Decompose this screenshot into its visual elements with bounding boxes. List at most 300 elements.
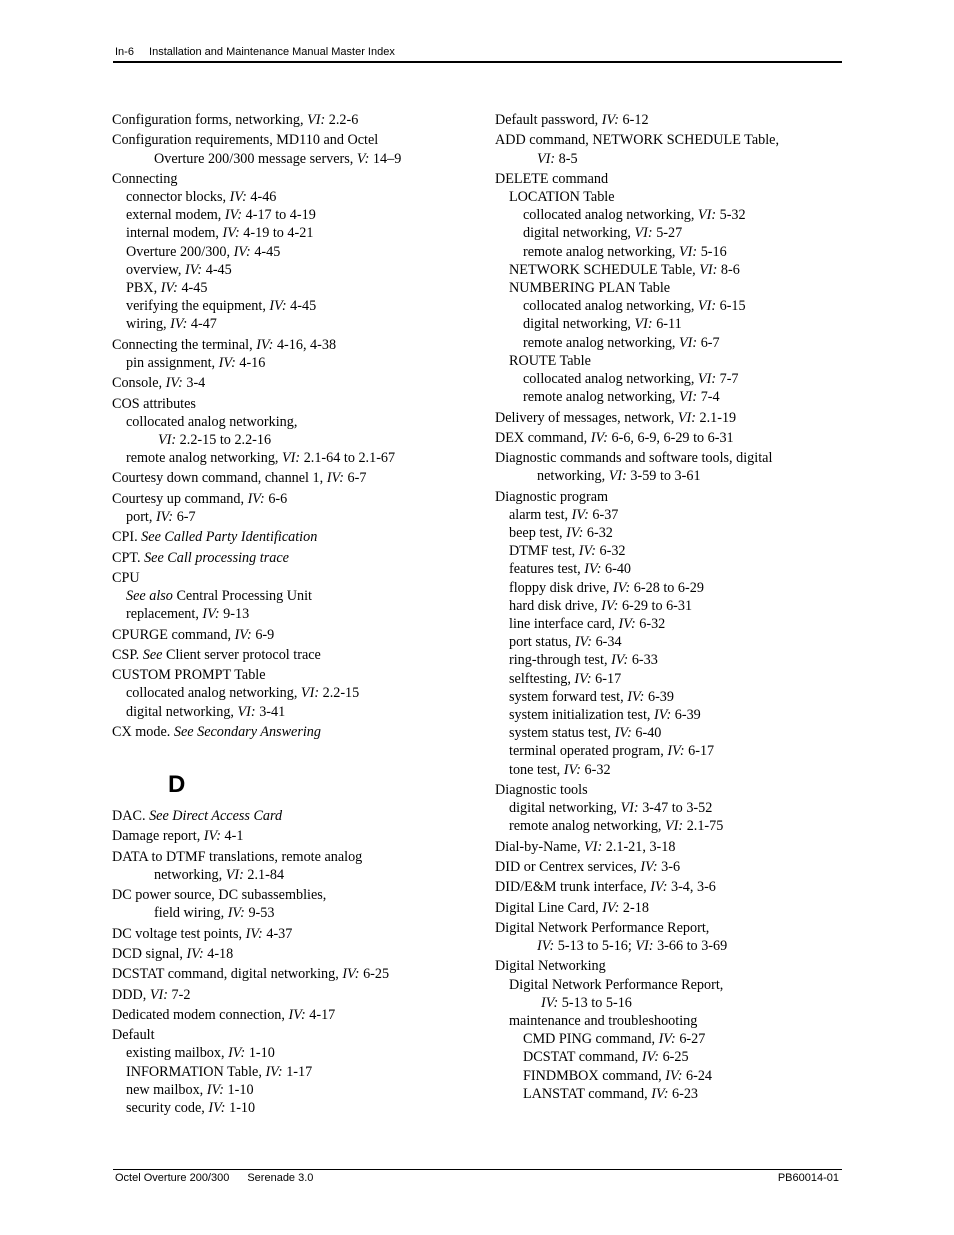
page-ref: 6-17 bbox=[684, 743, 715, 760]
entry-term: maintenance and troubleshooting bbox=[509, 1012, 698, 1029]
page-ref: 5-27 bbox=[652, 225, 683, 242]
volume-ref: VI: bbox=[697, 371, 717, 388]
volume-ref: VI: bbox=[608, 468, 627, 485]
index-entry bbox=[112, 395, 487, 413]
index-entry bbox=[112, 807, 487, 825]
entry-term: DCSTAT command, digital networking, bbox=[112, 966, 343, 983]
entry-term: Diagnostic program bbox=[495, 488, 609, 505]
index-entry bbox=[112, 666, 487, 684]
page-ref: 6-6, 6-9, 6-29 to 6-31 bbox=[607, 429, 734, 446]
entry-term: Digital Line Card, bbox=[495, 899, 603, 916]
page-footer bbox=[115, 1172, 839, 1184]
entry-term: Dial-by-Name, bbox=[495, 838, 585, 855]
entry-term: remote analog networking, bbox=[523, 389, 680, 406]
volume-ref: IV: bbox=[574, 634, 593, 651]
index-entry bbox=[495, 1085, 845, 1103]
page-ref: 6-28 to 6-29 bbox=[630, 579, 704, 596]
entry-term: Configuration forms, networking, bbox=[112, 112, 308, 128]
volume-ref: IV: bbox=[233, 243, 251, 260]
page-ref: 4-37 bbox=[262, 925, 293, 942]
volume-ref: IV: bbox=[665, 1067, 683, 1084]
index-entry bbox=[112, 587, 487, 605]
page-ref: 7-4 bbox=[697, 389, 720, 406]
index-entry bbox=[495, 742, 845, 760]
volume-ref: IV: bbox=[170, 316, 188, 333]
entry-term: Overture 200/300, bbox=[126, 243, 234, 260]
page-ref: 4-47 bbox=[187, 316, 217, 333]
entry-term: internal modem, bbox=[126, 225, 223, 242]
entry-term: port, bbox=[126, 508, 156, 525]
entry-term: CSP. bbox=[112, 646, 143, 663]
entry-term: DID/E&M trunk interface, bbox=[495, 879, 651, 896]
index-entry bbox=[112, 206, 487, 224]
index-entry-continuation bbox=[495, 937, 845, 955]
index-entry bbox=[495, 506, 845, 524]
index-entry bbox=[112, 469, 487, 487]
page-ref: 6-34 bbox=[592, 634, 622, 651]
volume-ref: VI: bbox=[158, 431, 177, 448]
volume-ref: IV: bbox=[288, 1006, 306, 1023]
entry-term: system forward test, bbox=[509, 688, 628, 705]
entry-term: collocated analog networking, bbox=[126, 685, 301, 702]
entry-term: Overture 200/300 message servers, bbox=[154, 150, 357, 167]
volume-ref: IV: bbox=[184, 261, 203, 278]
volume-ref: IV: bbox=[269, 298, 287, 315]
entry-term: pin assignment, bbox=[126, 354, 219, 371]
entry-term: Courtesy up command, bbox=[112, 490, 248, 507]
index-entry bbox=[112, 965, 487, 983]
index-entry bbox=[495, 878, 845, 896]
volume-ref: VI: bbox=[584, 838, 603, 855]
index-column-left bbox=[112, 111, 487, 1117]
entry-term: LANSTAT command, bbox=[523, 1085, 652, 1102]
entry-term: Diagnostic tools bbox=[495, 781, 588, 798]
entry-term: Configuration requirements, MD110 and Octel bbox=[112, 132, 379, 149]
entry-term: tone test, bbox=[509, 761, 564, 778]
page-ref: 3-41 bbox=[255, 703, 286, 720]
page-ref: 8-5 bbox=[555, 150, 578, 167]
volume-ref: IV: bbox=[618, 616, 636, 633]
volume-ref: See Direct Access Card bbox=[149, 808, 283, 825]
index-entry-continuation bbox=[112, 431, 487, 449]
index-entry bbox=[495, 449, 845, 467]
index-entry bbox=[495, 388, 845, 406]
index-entry bbox=[112, 646, 487, 664]
index-entry bbox=[495, 633, 845, 651]
index-entry bbox=[495, 688, 845, 706]
page-ref: 8-6 bbox=[717, 261, 740, 278]
entry-term: alarm test, bbox=[509, 506, 572, 523]
volume-ref: IV: bbox=[155, 508, 174, 525]
page-ref: 6-12 bbox=[618, 112, 649, 128]
page-ref: 4-45 bbox=[177, 280, 208, 297]
entry-term: DATA to DTMF translations, remote analog bbox=[112, 848, 363, 865]
index-entry bbox=[495, 579, 845, 597]
page-ref: 1-10 bbox=[245, 1045, 275, 1062]
entry-term: Default password, bbox=[495, 112, 602, 128]
index-entry bbox=[112, 243, 487, 261]
volume-ref: IV: bbox=[601, 597, 619, 614]
entry-term: system status test, bbox=[509, 725, 615, 742]
index-entry bbox=[495, 352, 845, 370]
page-ref: 6-33 bbox=[628, 652, 658, 669]
index-entry-continuation bbox=[112, 904, 487, 922]
page-ref: 7-2 bbox=[167, 986, 191, 1003]
page-ref: 2.1-64 to 2.1-67 bbox=[300, 450, 396, 467]
entry-term: DAC. bbox=[112, 808, 150, 825]
entry-term: DELETE command bbox=[495, 170, 609, 187]
volume-ref: IV: bbox=[640, 858, 658, 875]
page-ref: 6-17 bbox=[591, 670, 622, 687]
entry-term: Connecting bbox=[112, 170, 178, 187]
volume-ref: VI: bbox=[620, 800, 639, 817]
index-group-d bbox=[112, 807, 487, 1117]
page-ref: 4-17 bbox=[305, 1006, 336, 1023]
entry-term: ROUTE Table bbox=[509, 352, 591, 369]
page-ref: 4-45 bbox=[202, 261, 232, 278]
index-entry bbox=[112, 925, 487, 943]
volume-ref: IV: bbox=[256, 336, 274, 353]
entry-term: features test, bbox=[509, 561, 585, 578]
entry-term: wiring, bbox=[126, 316, 171, 333]
entry-term: terminal operated program, bbox=[509, 743, 668, 760]
page-ref: 6-24 bbox=[682, 1067, 713, 1084]
index-entry bbox=[112, 261, 487, 279]
volume-ref: IV: bbox=[658, 1031, 676, 1048]
volume-ref: IV: bbox=[654, 707, 672, 724]
index-entry bbox=[112, 684, 487, 702]
index-entry bbox=[495, 370, 845, 388]
page-ref: 3-4, 3-6 bbox=[667, 879, 716, 896]
entry-term: ADD command, NETWORK SCHEDULE Table, bbox=[495, 132, 780, 149]
page-ref: 6-25 bbox=[659, 1049, 689, 1066]
index-entry bbox=[495, 817, 845, 835]
index-entry bbox=[495, 111, 845, 129]
volume-ref: IV: bbox=[537, 938, 555, 955]
index-column-right bbox=[495, 111, 845, 1103]
volume-ref: IV: bbox=[247, 490, 265, 507]
index-entry bbox=[112, 528, 487, 546]
page-ref: 6-37 bbox=[588, 506, 619, 523]
page-ref: 3-47 to 3-52 bbox=[638, 800, 713, 817]
entry-term: CUSTOM PROMPT Table bbox=[112, 667, 266, 684]
page-ref: 9-13 bbox=[219, 606, 250, 623]
index-entry bbox=[112, 549, 487, 567]
index-entry bbox=[495, 615, 845, 633]
page-ref: 3-6 bbox=[657, 858, 681, 875]
page-ref: 6-25 bbox=[359, 966, 390, 983]
volume-ref: IV: bbox=[667, 743, 685, 760]
index-entry bbox=[112, 886, 487, 904]
volume-ref: IV: bbox=[234, 626, 252, 643]
volume-ref: V: bbox=[356, 150, 370, 167]
index-entry bbox=[495, 799, 845, 817]
entry-term: collocated analog networking, bbox=[523, 298, 698, 315]
volume-ref: IV: bbox=[584, 561, 602, 578]
index-entry bbox=[112, 413, 487, 431]
entry-term: remote analog networking, bbox=[509, 818, 666, 835]
page-ref: 9-53 bbox=[244, 905, 275, 922]
volume-ref: VI: bbox=[677, 409, 696, 426]
volume-ref: IV: bbox=[160, 280, 178, 297]
index-entry bbox=[495, 899, 845, 917]
entry-term: DTMF test, bbox=[509, 543, 579, 560]
entry-term: Delivery of messages, network, bbox=[495, 409, 678, 426]
index-entry bbox=[495, 334, 845, 352]
page-ref: 4-16 bbox=[235, 354, 266, 371]
entry-term: DEX command, bbox=[495, 429, 591, 446]
header-rule bbox=[113, 61, 842, 63]
entry-term: collocated analog networking, bbox=[126, 413, 298, 430]
volume-ref: IV: bbox=[650, 879, 668, 896]
index-entry bbox=[112, 605, 487, 623]
volume-ref: See also bbox=[126, 588, 173, 605]
index-entry bbox=[495, 1067, 845, 1085]
volume-ref: IV: bbox=[165, 375, 183, 392]
volume-ref: IV: bbox=[186, 945, 204, 962]
entry-term: COS attributes bbox=[112, 395, 196, 412]
entry-term: system initialization test, bbox=[509, 707, 655, 724]
footer-product: Octel Overture 200/300 bbox=[115, 1172, 230, 1184]
entry-term: collocated analog networking, bbox=[523, 207, 698, 224]
entry-term: beep test, bbox=[509, 525, 567, 542]
volume-ref: VI: bbox=[665, 818, 684, 835]
index-entry bbox=[495, 919, 845, 937]
index-entry bbox=[112, 170, 487, 188]
entry-term: networking, bbox=[154, 866, 226, 883]
entry-term: CPU bbox=[112, 569, 140, 586]
entry-term: Digital Network Performance Report, bbox=[495, 919, 710, 936]
entry-term: existing mailbox, bbox=[126, 1045, 229, 1062]
volume-ref: IV: bbox=[571, 506, 589, 523]
page-ref: 2-18 bbox=[619, 899, 649, 916]
index-group-d-continued bbox=[495, 111, 845, 1103]
page-ref: 6-7 bbox=[173, 508, 196, 525]
index-entry bbox=[495, 243, 845, 261]
index-entry bbox=[112, 279, 487, 297]
entry-term: Digital Network Performance Report, bbox=[509, 976, 724, 993]
volume-ref: IV: bbox=[229, 189, 247, 205]
index-entry bbox=[495, 838, 845, 856]
volume-ref: IV: bbox=[574, 670, 592, 687]
page-ref: 2.2-6 bbox=[325, 112, 359, 128]
page-ref: 4-18 bbox=[203, 945, 234, 962]
entry-term: verifying the equipment, bbox=[126, 298, 270, 315]
entry-term: Digital Networking bbox=[495, 958, 606, 975]
entry-term: new mailbox, bbox=[126, 1081, 207, 1098]
volume-ref: IV: bbox=[265, 1063, 283, 1080]
index-entry bbox=[112, 827, 487, 845]
index-entry bbox=[495, 315, 845, 333]
index-entry bbox=[112, 986, 487, 1004]
volume-ref: IV: bbox=[203, 828, 221, 845]
index-entry bbox=[495, 488, 845, 506]
entry-term: INFORMATION Table, bbox=[126, 1063, 266, 1080]
entry-term: NETWORK SCHEDULE Table, bbox=[509, 261, 700, 278]
entry-term: DC power source, DC subassemblies, bbox=[112, 887, 327, 904]
index-entry bbox=[112, 848, 487, 866]
footer-rule bbox=[113, 1169, 842, 1170]
index-entry bbox=[112, 131, 487, 149]
page-ref: 6-39 bbox=[644, 688, 674, 705]
index-entry bbox=[495, 560, 845, 578]
footer-docnum: PB60014-01 bbox=[777, 1172, 839, 1184]
page-ref: 1-17 bbox=[282, 1063, 313, 1080]
index-entry bbox=[112, 111, 487, 129]
volume-ref: See bbox=[142, 646, 163, 663]
index-entry-continuation bbox=[112, 866, 487, 884]
entry-term: ring-through test, bbox=[509, 652, 612, 669]
index-entry bbox=[495, 224, 845, 242]
entry-term: DDD, bbox=[112, 986, 150, 1003]
index-entry-continuation bbox=[495, 994, 845, 1012]
page-ref: Central Processing Unit bbox=[172, 588, 312, 605]
page-ref: 4-16, 4-38 bbox=[273, 336, 337, 353]
page-ref: 5-13 to 5-16; bbox=[554, 938, 636, 955]
volume-ref: IV: bbox=[611, 652, 629, 669]
entry-term: Console, bbox=[112, 375, 166, 392]
page-ref: Client server protocol trace bbox=[162, 646, 321, 663]
page-ref: 7-7 bbox=[716, 371, 739, 388]
volume-ref: IV: bbox=[590, 429, 608, 446]
index-entry bbox=[112, 723, 487, 741]
entry-term: CPI. bbox=[112, 529, 142, 546]
page-ref: 1-10 bbox=[225, 1099, 256, 1116]
index-entry bbox=[495, 761, 845, 779]
index-entry bbox=[112, 508, 487, 526]
page-ref: 5-32 bbox=[716, 207, 746, 224]
entry-term: remote analog networking, bbox=[523, 334, 680, 351]
entry-term: DCD signal, bbox=[112, 945, 187, 962]
entry-term: DC voltage test points, bbox=[112, 925, 246, 942]
entry-term: floppy disk drive, bbox=[509, 579, 614, 596]
volume-ref: See Call processing trace bbox=[144, 549, 289, 566]
index-entry bbox=[495, 957, 845, 975]
page-ref: 6-32 bbox=[595, 543, 626, 560]
index-entry bbox=[495, 724, 845, 742]
entry-term: replacement, bbox=[126, 606, 203, 623]
index-entry bbox=[495, 206, 845, 224]
entry-term: digital networking, bbox=[509, 800, 621, 817]
index-entry-continuation bbox=[495, 467, 845, 485]
page-ref: 2.2-15 to 2.2-16 bbox=[176, 431, 272, 448]
volume-ref: VI: bbox=[634, 225, 653, 242]
index-entry bbox=[495, 297, 845, 315]
entry-term: CX mode. bbox=[112, 723, 174, 740]
page-ref: 6-27 bbox=[675, 1031, 706, 1048]
section-letter-d: D bbox=[168, 771, 186, 799]
page-ref: 2.1-21, 3-18 bbox=[602, 838, 676, 855]
index-entry bbox=[112, 336, 487, 354]
volume-ref: VI: bbox=[237, 703, 256, 720]
index-entry bbox=[495, 279, 845, 297]
page-ref: 6-40 bbox=[601, 561, 632, 578]
index-entry bbox=[112, 449, 487, 467]
volume-ref: IV: bbox=[202, 606, 220, 623]
index-entry bbox=[112, 1099, 487, 1117]
volume-ref: VI: bbox=[300, 685, 320, 702]
index-entry bbox=[112, 1026, 487, 1044]
index-entry bbox=[112, 297, 487, 315]
volume-ref: VI: bbox=[149, 986, 168, 1003]
index-entry bbox=[112, 1044, 487, 1062]
entry-term: digital networking, bbox=[523, 316, 635, 333]
volume-ref: VI: bbox=[635, 938, 654, 955]
index-entry bbox=[112, 1006, 487, 1024]
index-entry bbox=[495, 781, 845, 799]
index-entry-continuation bbox=[112, 150, 487, 168]
volume-ref: IV: bbox=[601, 112, 619, 128]
index-entry bbox=[495, 524, 845, 542]
index-entry bbox=[495, 1030, 845, 1048]
page-ref: 6-23 bbox=[668, 1085, 699, 1102]
page-ref: 1-10 bbox=[223, 1081, 254, 1098]
volume-ref: IV: bbox=[228, 1045, 246, 1062]
volume-ref: IV: bbox=[566, 525, 584, 542]
index-entry bbox=[495, 597, 845, 615]
entry-term: DCSTAT command, bbox=[523, 1049, 642, 1066]
volume-ref: IV: bbox=[222, 225, 240, 242]
index-entry bbox=[112, 569, 487, 587]
page-ref: 4-45 bbox=[250, 243, 281, 260]
entry-term: connector blocks, bbox=[126, 189, 230, 205]
volume-ref: VI: bbox=[282, 450, 301, 467]
entry-term: Dedicated modem connection, bbox=[112, 1006, 289, 1023]
entry-term: overview, bbox=[126, 261, 185, 278]
volume-ref: IV: bbox=[641, 1049, 660, 1066]
entry-term: LOCATION Table bbox=[509, 189, 615, 205]
entry-term: Courtesy down command, channel 1, bbox=[112, 470, 327, 487]
entry-term: digital networking, bbox=[126, 703, 238, 720]
index-entry bbox=[495, 170, 845, 188]
index-group-c bbox=[112, 111, 487, 741]
volume-ref: IV: bbox=[227, 905, 245, 922]
page-ref: 4-17 to 4-19 bbox=[242, 207, 316, 224]
page-ref: 6-32 bbox=[635, 616, 666, 633]
page-ref: 6-7 bbox=[697, 334, 720, 351]
index-entry bbox=[495, 131, 845, 149]
index-entry bbox=[495, 188, 845, 206]
volume-ref: IV: bbox=[326, 470, 344, 487]
page-ref: 6-6 bbox=[264, 490, 288, 507]
volume-ref: IV: bbox=[224, 207, 243, 224]
volume-ref: See Called Party Identification bbox=[141, 529, 318, 546]
entry-term: CPT. bbox=[112, 549, 145, 566]
volume-ref: VI: bbox=[225, 866, 244, 883]
index-entry bbox=[112, 374, 487, 392]
page-ref: 3-4 bbox=[182, 375, 206, 392]
page-ref: 6-15 bbox=[716, 298, 746, 315]
volume-ref: IV: bbox=[651, 1085, 669, 1102]
page-ref: 4-46 bbox=[246, 189, 277, 205]
index-entry bbox=[495, 670, 845, 688]
entry-term: CPURGE command, bbox=[112, 626, 235, 643]
index-entry bbox=[112, 1081, 487, 1099]
page-ref: 6-9 bbox=[251, 626, 275, 643]
entry-term: networking, bbox=[537, 468, 609, 485]
entry-term: NUMBERING PLAN Table bbox=[509, 280, 671, 297]
page-ref: 6-7 bbox=[343, 470, 367, 487]
index-entry bbox=[495, 261, 845, 279]
page-ref: 14–9 bbox=[369, 150, 402, 167]
entry-term: line interface card, bbox=[509, 616, 619, 633]
page-ref: 6-11 bbox=[652, 316, 682, 333]
volume-ref: See Secondary Answering bbox=[173, 723, 321, 740]
page-ref: 6-32 bbox=[580, 761, 611, 778]
index-entry bbox=[495, 858, 845, 876]
index-entry bbox=[112, 224, 487, 242]
index-entry bbox=[112, 188, 487, 206]
